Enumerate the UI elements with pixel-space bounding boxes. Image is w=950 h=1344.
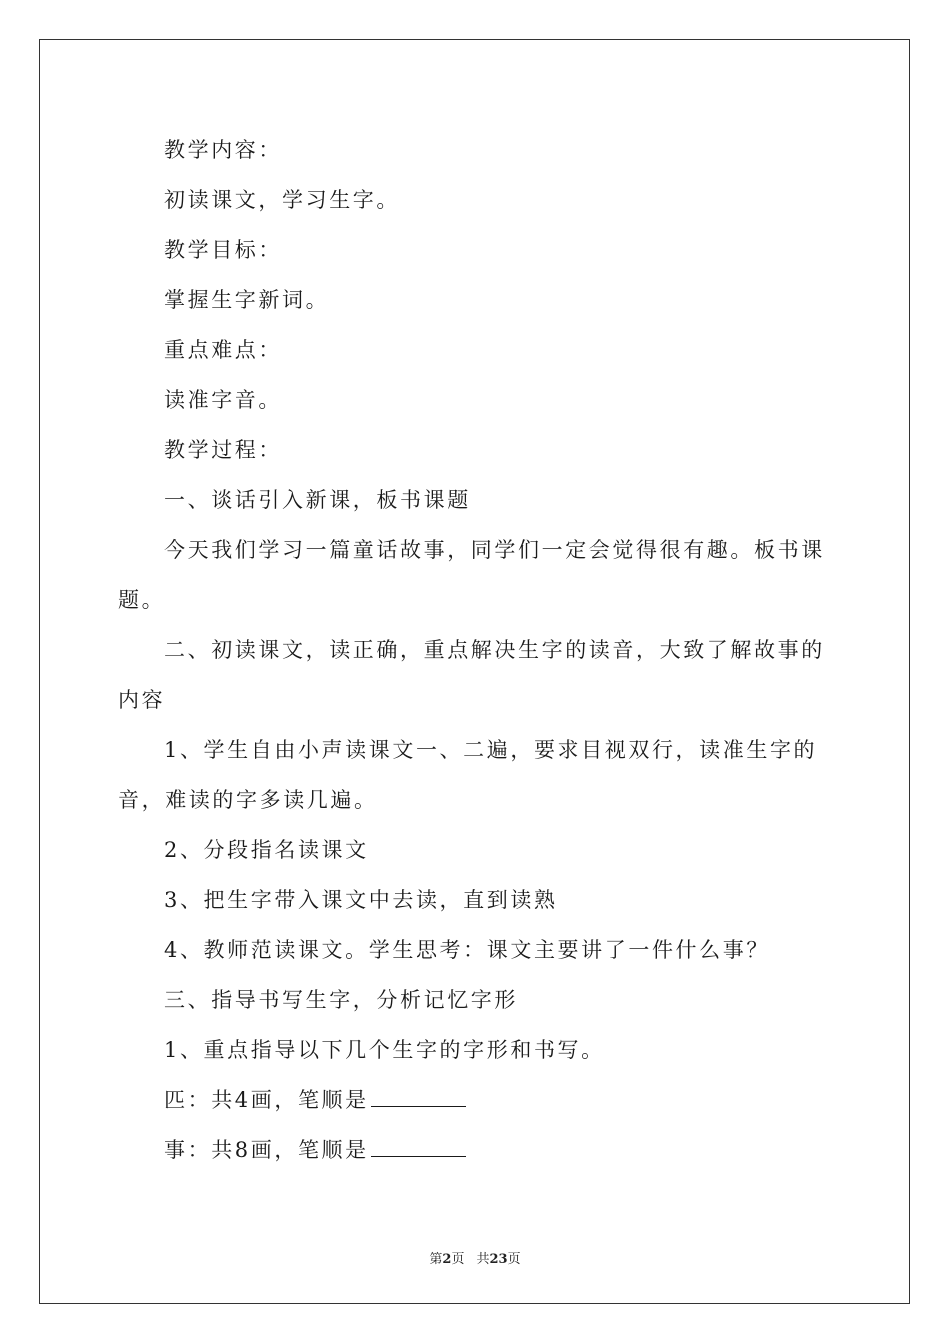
footer-prefix: 第 — [429, 1252, 443, 1267]
step-one-text: 1、学生自由小声读课文一、二遍，要求目视双行，读准生字的音，难读的字多读几遍。 — [118, 738, 818, 812]
step-two-text: 2、分段指名读课文 — [164, 838, 369, 862]
character-shi-text: 事：共8画，笔顺是 — [164, 1138, 369, 1162]
stroke-order-blank — [371, 1088, 466, 1107]
heading-teaching-content: 教学内容： — [164, 138, 282, 162]
writing-step-one-text: 1、重点指导以下几个生字的字形和书写。 — [164, 1038, 605, 1062]
footer-page-number: 2 — [442, 1252, 452, 1267]
teaching-content-text: 初读课文，学习生字。 — [164, 188, 400, 212]
section-three-title: 三、指导书写生字，分析记忆字形 — [164, 988, 518, 1012]
teaching-goal-text: 掌握生字新词。 — [164, 288, 330, 312]
stroke-order-blank — [371, 1138, 466, 1157]
heading-teaching-goal: 教学目标： — [164, 238, 282, 262]
footer-page-suffix: 页 — [451, 1252, 465, 1267]
step-four-text: 4、教师范读课文。学生思考：课文主要讲了一件什么事？ — [164, 938, 770, 962]
footer-total-prefix: 共 — [476, 1252, 490, 1267]
character-shi-line — [118, 1125, 838, 1175]
character-pi-line — [118, 1075, 838, 1125]
heading-teaching-process: 教学过程： — [164, 438, 282, 462]
character-pi-text: 匹：共4画，笔顺是 — [164, 1088, 369, 1112]
footer-total-pages: 23 — [489, 1252, 508, 1267]
heading-key-difficulty: 重点难点： — [164, 338, 282, 362]
footer-total-suffix: 页 — [507, 1252, 521, 1267]
step-three-text: 3、把生字带入课文中去读，直到读熟 — [164, 888, 558, 912]
section-two-title: 二、初读课文，读正确，重点解决生字的读音，大致了解故事的内容 — [118, 638, 825, 712]
section-one-text: 今天我们学习一篇童话故事，同学们一定会觉得很有趣。板书课题。 — [118, 538, 825, 612]
document-body — [118, 125, 838, 1175]
section-one-title: 一、谈话引入新课，板书课题 — [164, 488, 471, 512]
key-difficulty-text: 读准字音。 — [164, 388, 282, 412]
page-footer — [0, 1248, 950, 1267]
